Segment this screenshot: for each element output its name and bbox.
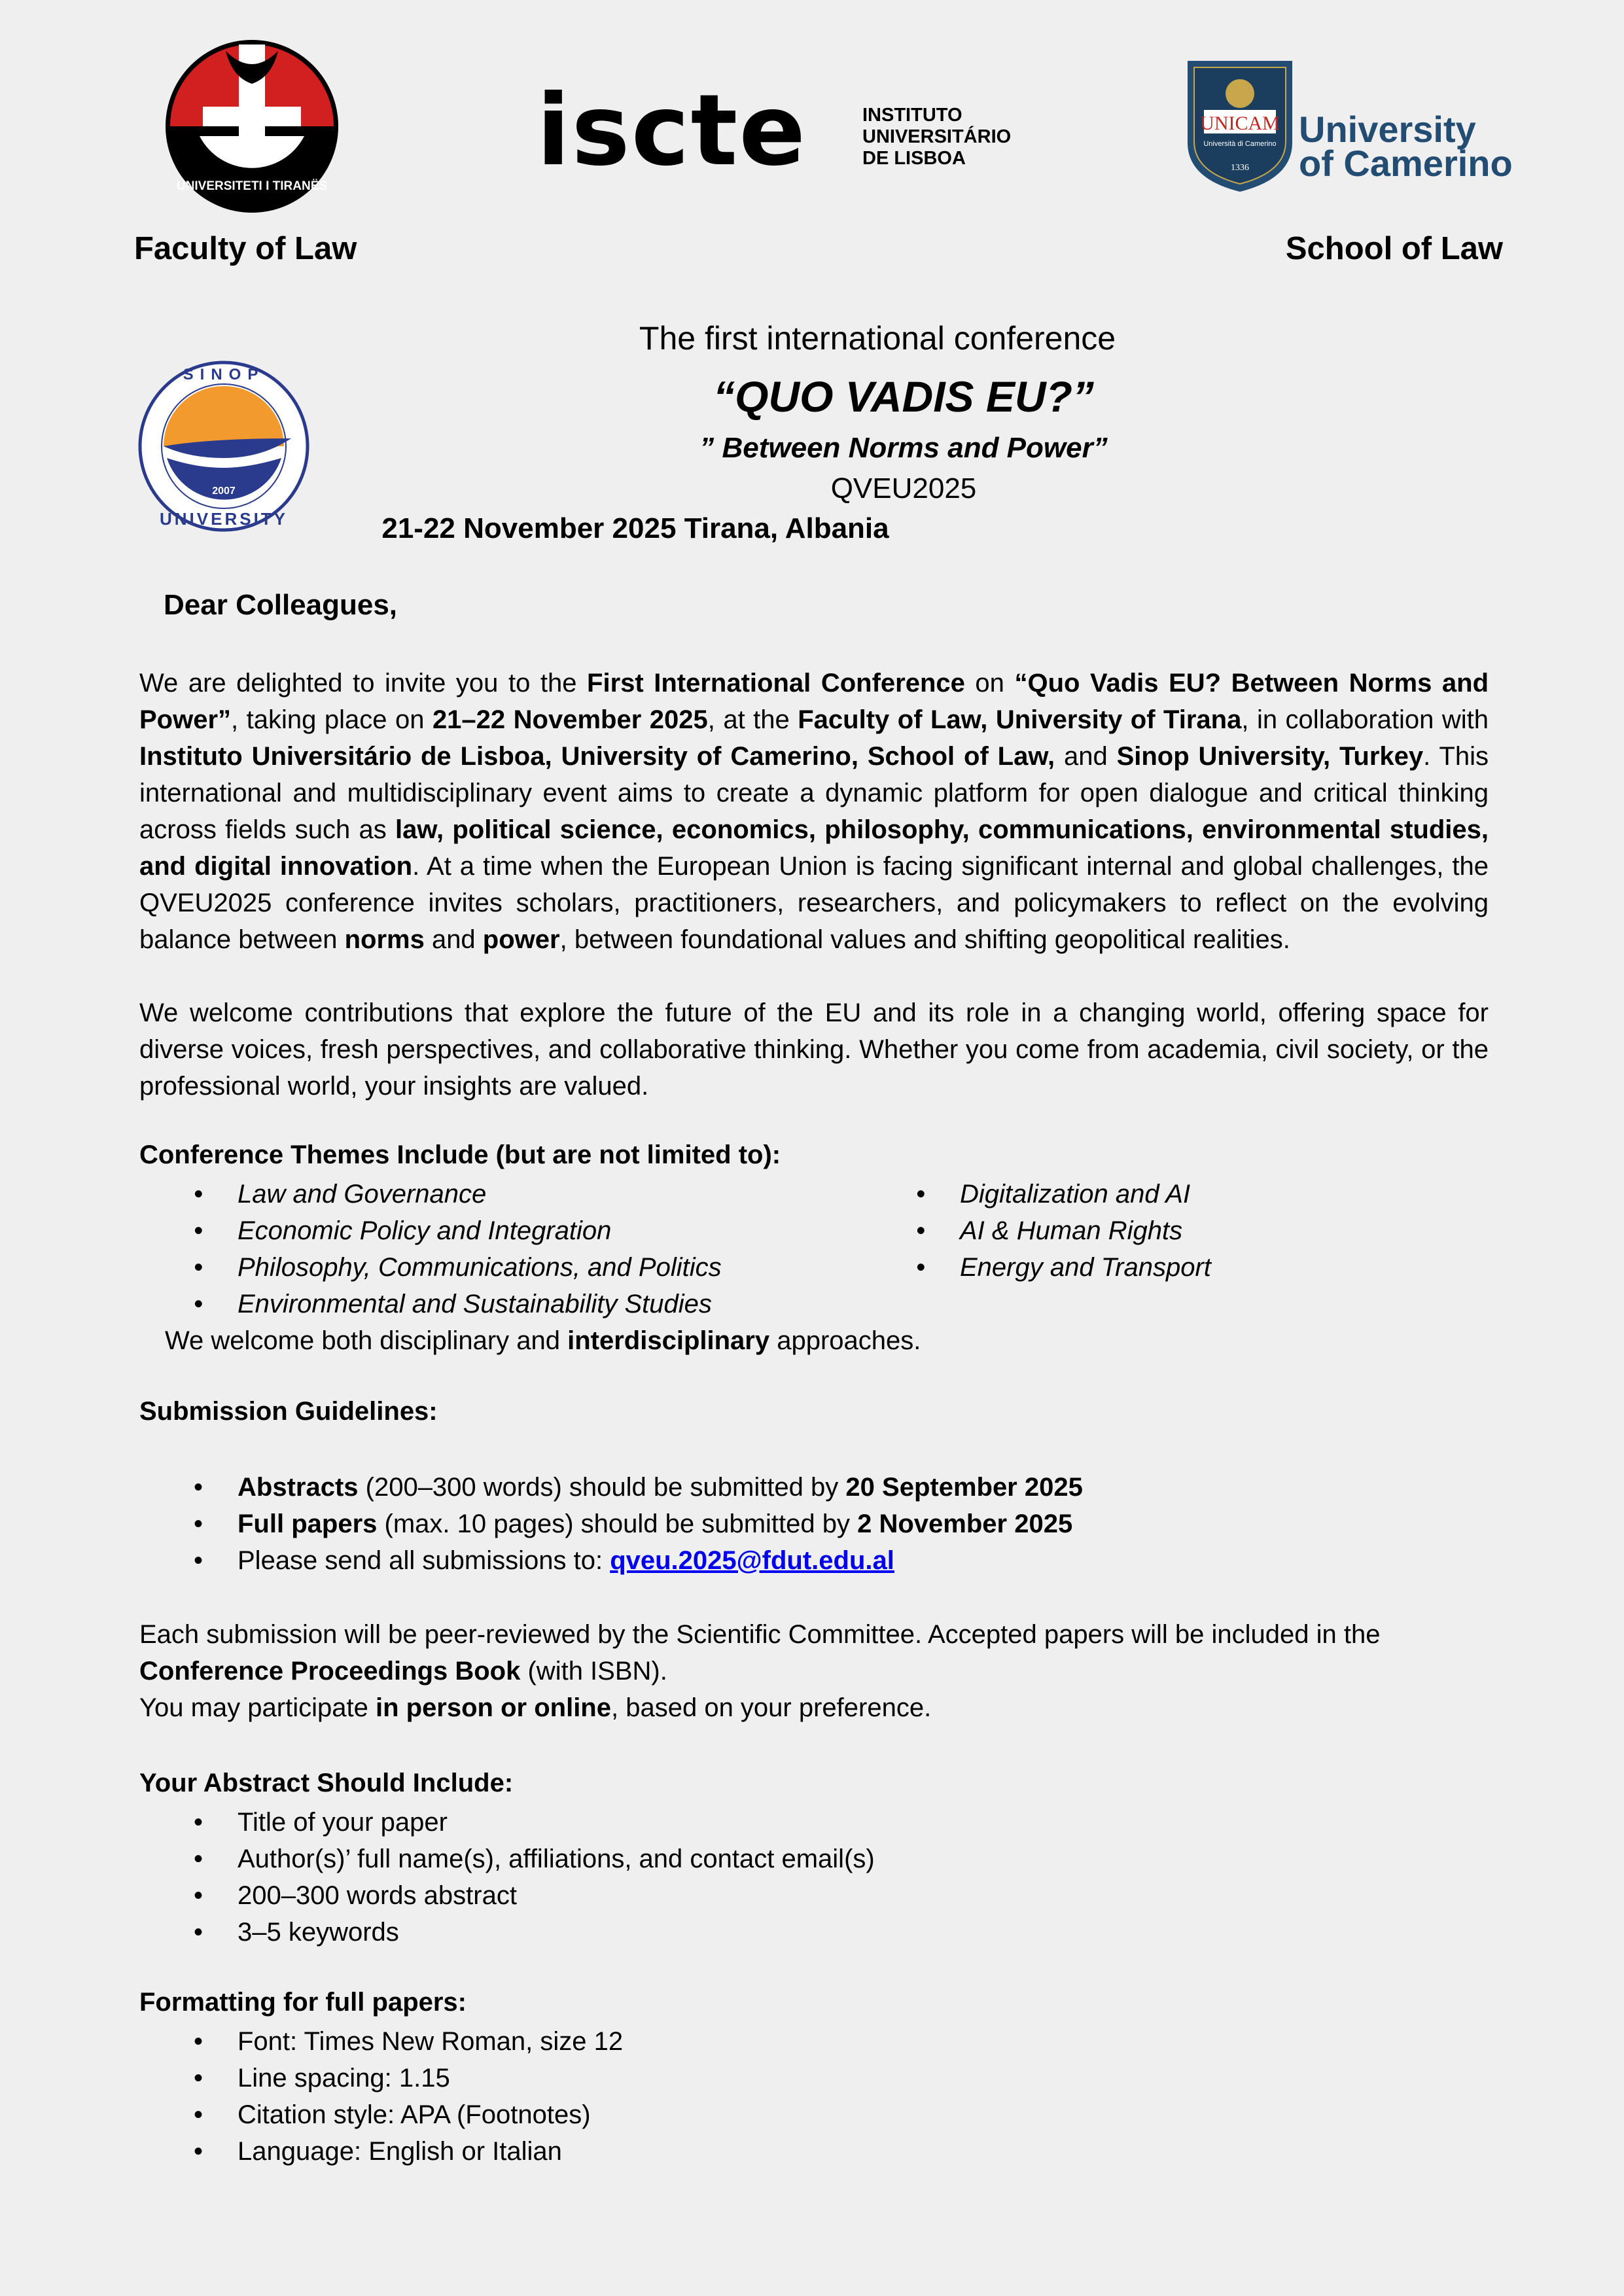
list-item: • Please send all submissions to: qveu.2025@fdut.edu.al [194,1546,894,1575]
faculty-of-law-caption: Faculty of Law [134,231,357,266]
review-paragraph: Each submission will be peer-reviewed by the Scientific Committee. Accepted papers will be included in the Conference Proceedings Book (with ISBN). You may participate in person or online, based on your preference. [139,1620,1381,1722]
intro-paragraph: We are delighted to invite you to the First International Conference on “Quo Vadis EU? Between Norms and Power”, taking place on 21–22 November 2025, at the Faculty of Law, University of Tirana, in collaboration with Instituto Universitário de Lisboa, University of Camerino, School of Law, and Sinop University, Turkey. This international and multidisciplinary event aims to create a dynamic platform for open dialogue and critical thinking across fields such as law, political science, economics, philosophy, communications, environmental studies, and digital innovation. At a time when the European Union is facing significant internal and global challenges, the QVEU2025 conference invites scholars, practitioners, researchers, and policymakers to reflect on the evolving balance between norms and power, between foundational values and shifting geopolitical realities. [139,669,1489,954]
iscte-line-2: UNIVERSITÁRIO [862,126,1012,147]
unitr-seal-text: UNIVERSITETI I TIRANËS [176,179,328,193]
list-item: • Philosophy, Communications, and Politics [194,1253,722,1282]
submission-list [194,1469,1083,1579]
formatting-list [194,2023,624,2170]
conference-subtitle: ” Between Norms and Power” [699,432,1108,464]
list-item: • Digitalization and AI [916,1180,1191,1209]
conference-acronym: QVEU2025 [830,472,977,504]
iscte-wordmark: iscte [537,74,807,188]
greeting: Dear Colleagues, [164,589,398,621]
iscte-subtitle [862,105,1011,169]
list-item: • Font: Times New Roman, size 12 [194,2027,624,2056]
themes-list-right [916,1176,1211,1286]
list-item: • Abstracts (200–300 words) should be submitted by 20 September 2025 [194,1473,1083,1502]
list-item: • 200–300 words abstract [194,1881,517,1910]
sinop-year: 2007 [212,486,236,497]
list-item: • Environmental and Sustainability Studies [194,1290,712,1318]
unicam-shield-text: UNICAM [1200,113,1280,134]
iscte-line-1: INSTITUTO [862,105,962,126]
unicam-line-2: of Camerino [1299,143,1513,184]
list-item: • Law and Governance [194,1180,487,1209]
sinop-bottom-text: UNIVERSITY [159,509,289,529]
list-item: • Energy and Transport [916,1253,1211,1282]
university-of-tirana-logo [164,38,340,215]
list-item: • Full papers (max. 10 pages) should be submitted by 2 November 2025 [194,1510,1073,1538]
interdisciplinary-note: We welcome both disciplinary and interdisciplinary approaches. [165,1326,921,1355]
abstract-list [194,1804,875,1951]
unicam-shield-sub: Università di Camerino [1203,140,1277,148]
conference-intro-line: The first international conference [639,320,1116,357]
themes-list-left [194,1176,722,1322]
conference-date-location: 21-22 November 2025 Tirana, Albania [381,512,889,544]
iscte-line-3: DE LISBOA [862,148,966,169]
welcome-paragraph: We welcome contributions that explore the future of the EU and its role in a changing world, offering space for diverse voices, fresh perspectives, and collaborative thinking. Whether you come from academia, civil society, or the professional world, your insights are valued. [139,998,1489,1101]
list-item: • Citation style: APA (Footnotes) [194,2100,591,2129]
abstract-heading: Your Abstract Should Include: [139,1769,514,1797]
list-item: • AI & Human Rights [916,1216,1183,1245]
university-of-camerino-wordmark [1299,109,1513,184]
list-item: • Title of your paper [194,1808,448,1837]
submission-email-link[interactable]: qveu.2025@fdut.edu.al [610,1546,894,1575]
list-item: • Language: English or Italian [194,2137,562,2166]
submission-heading: Submission Guidelines: [139,1397,438,1426]
sinop-top-text: SINOP [183,366,265,383]
list-item: • 3–5 keywords [194,1918,399,1947]
themes-heading: Conference Themes Include (but are not limited to): [139,1140,781,1169]
list-item: • Author(s)’ full name(s), affiliations, and contact email(s) [194,1845,875,1873]
unicam-shield-year: 1336 [1231,163,1249,173]
school-of-law-caption: School of Law [1285,231,1503,266]
formatting-heading: Formatting for full papers: [139,1988,467,2017]
university-of-camerino-shield [1184,58,1296,195]
unicam-line-1: University [1299,109,1476,150]
list-item: • Line spacing: 1.15 [194,2064,450,2093]
conference-title: “QUO VADIS EU?” [713,372,1094,421]
list-item: • Economic Policy and Integration [194,1216,612,1245]
